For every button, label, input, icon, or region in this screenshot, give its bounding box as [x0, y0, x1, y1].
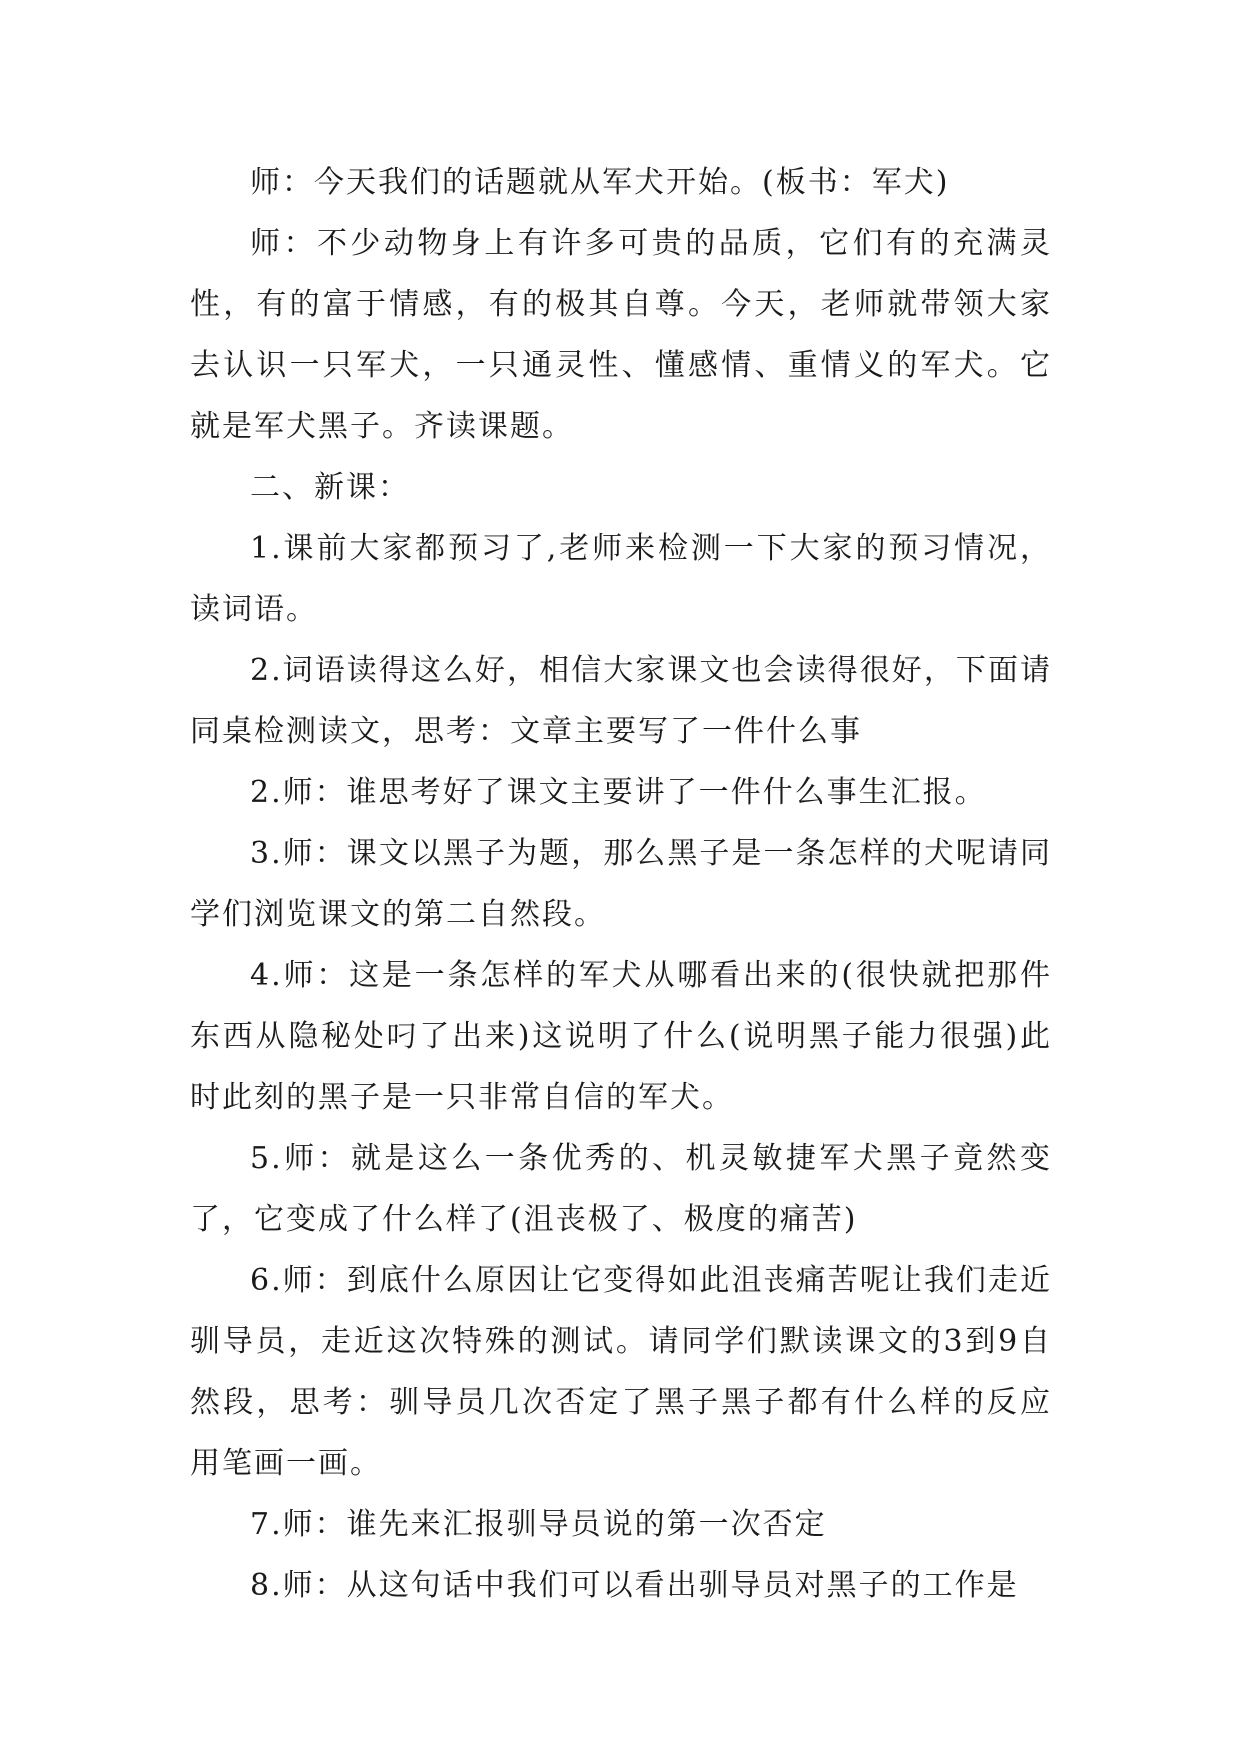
paragraph-1: 师：今天我们的话题就从军犬开始。(板书：军犬) [250, 165, 950, 200]
document-page [190, 152, 1052, 1616]
paragraph-2: 师：不少动物身上有许多可贵的品质，它们有的充满灵性，有的富于情感，有的极其自尊。今天，老师就带领大家去认识一只军犬，一只通灵性、懂感情、重情义的军犬。它就是军犬黑子。齐读课题。 [190, 226, 1052, 444]
paragraph-4: 2.词语读得这么好，相信大家课文也会读得很好，下面请同桌检测读文，思考：文章主要写了一件什么事 [190, 653, 1052, 749]
paragraph-10: 7.师：谁先来汇报驯导员说的第一次否定 [250, 1507, 827, 1542]
paragraph-5: 2.师：谁思考好了课文主要讲了一件什么事生汇报。 [250, 775, 987, 810]
paragraph-11: 8.师：从这句话中我们可以看出驯导员对黑子的工作是 [250, 1568, 1019, 1603]
section-heading: 二、新课： [250, 470, 410, 505]
paragraph-8: 5.师：就是这么一条优秀的、机灵敏捷军犬黑子竟然变了，它变成了什么样了(沮丧极了、极度的痛苦) [190, 1141, 1052, 1237]
paragraph-3: 1.课前大家都预习了,老师来检测一下大家的预习情况，读词语。 [190, 531, 1052, 627]
paragraph-6: 3.师：课文以黑子为题，那么黑子是一条怎样的犬呢请同学们浏览课文的第二自然段。 [190, 836, 1052, 932]
paragraph-9: 6.师：到底什么原因让它变得如此沮丧痛苦呢让我们走近驯导员，走近这次特殊的测试。请同学们默读课文的3到9自然段，思考：驯导员几次否定了黑子黑子都有什么样的反应用笔画一画。 [190, 1263, 1052, 1481]
paragraph-7: 4.师：这是一条怎样的军犬从哪看出来的(很快就把那件东西从隐秘处叼了出来)这说明了什么(说明黑子能力很强)此时此刻的黑子是一只非常自信的军犬。 [190, 958, 1052, 1115]
